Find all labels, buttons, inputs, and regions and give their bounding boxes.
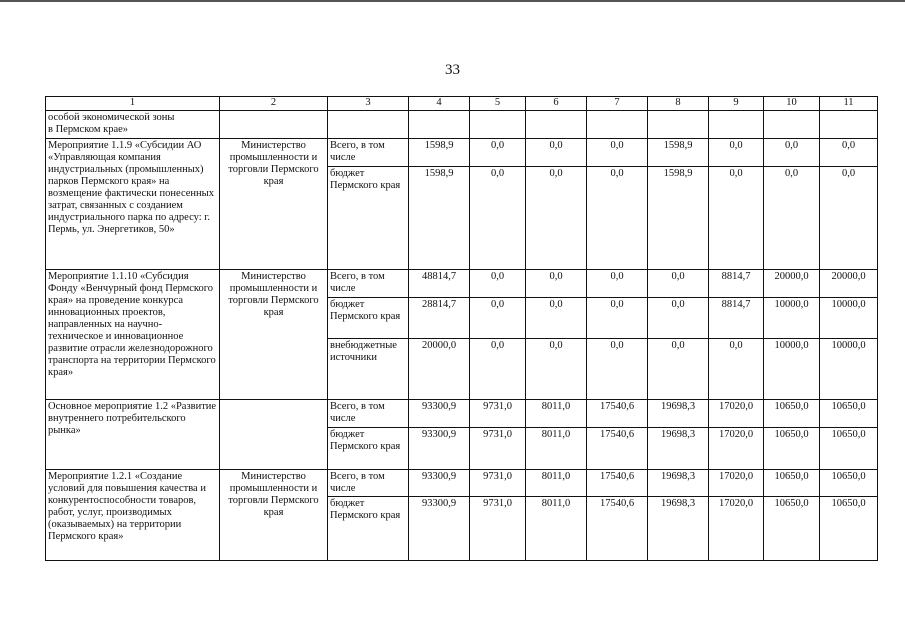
col-header: 9 [709,97,764,111]
activity-name: Мероприятие 1.1.9 «Субсидии АО «Управляющая компания индустриальных (промышленных) парков Пермского края» на возмещение фактически понесенных затрат, связанных с созданием индустриального парка по адресу: г. Пермь, ул. Энергетиков, 50» [46,139,220,270]
value-cell: 1598,9 [409,139,470,167]
value-cell: 17020,0 [709,497,764,561]
value-cell: 0,0 [526,167,587,270]
value-cell: 0,0 [587,167,648,270]
value-cell: 0,0 [820,167,878,270]
col-header: 5 [470,97,526,111]
value-cell: 1598,9 [409,167,470,270]
executor: Министерство промышленности и торговли Пермского края [220,270,328,400]
value-cell: 17020,0 [709,470,764,497]
funding-source: бюджет Пермского края [328,167,409,270]
value-cell: 93300,9 [409,400,470,428]
value-cell: 20000,0 [820,270,878,298]
value-cell: 8011,0 [526,497,587,561]
funding-source: Всего, в том числе [328,400,409,428]
table-row [46,270,878,298]
col-header: 6 [526,97,587,111]
table-row [46,139,878,167]
value-cell: 0,0 [470,167,526,270]
value-cell: 0,0 [587,270,648,298]
value-cell: 17020,0 [709,400,764,428]
col-header: 2 [220,97,328,111]
value-cell: 0,0 [709,339,764,400]
value-cell: 0,0 [820,139,878,167]
value-cell: 10650,0 [764,400,820,428]
activity-name: особой экономической зоны в Пермском крае» [46,111,220,139]
funding-source: бюджет Пермского края [328,497,409,561]
funding-source: внебюджетные источники [328,339,409,400]
value-cell: 9731,0 [470,497,526,561]
value-cell: 17540,6 [587,497,648,561]
value-cell: 8011,0 [526,428,587,470]
value-cell: 19698,3 [648,497,709,561]
value-cell: 0,0 [648,298,709,339]
budget-table [45,96,878,561]
executor: Министерство промышленности и торговли Пермского края [220,139,328,270]
col-header: 10 [764,97,820,111]
scan-edge-line [0,0,905,2]
value-cell: 9731,0 [470,400,526,428]
col-header: 4 [409,97,470,111]
value-cell: 10650,0 [764,497,820,561]
funding-source: Всего, в том числе [328,139,409,167]
table-row [46,111,878,139]
value-cell: 1598,9 [648,139,709,167]
col-header: 8 [648,97,709,111]
funding-source: Всего, в том числе [328,270,409,298]
value-cell: 0,0 [764,167,820,270]
value-cell: 10000,0 [764,298,820,339]
value-cell: 0,0 [764,139,820,167]
value-cell: 8814,7 [709,298,764,339]
activity-name: Мероприятие 1.1.10 «Субсидия Фонду «Венчурный фонд Пермского края» на проведение конкурса инновационных проектов, направленных на научно-техническое и инновационное развитие отрасли железнодорожного транспорта на территории Пермского края» [46,270,220,400]
value-cell: 17540,6 [587,400,648,428]
activity-name: Основное мероприятие 1.2 «Развитие внутреннего потребительского рынка» [46,400,220,470]
executor [220,400,328,470]
value-cell: 0,0 [470,298,526,339]
value-cell: 93300,9 [409,470,470,497]
value-cell: 0,0 [709,139,764,167]
value-cell: 20000,0 [409,339,470,400]
value-cell: 28814,7 [409,298,470,339]
value-cell: 93300,9 [409,497,470,561]
value-cell: 17540,6 [587,470,648,497]
value-cell: 0,0 [587,298,648,339]
col-header: 7 [587,97,648,111]
col-header: 1 [46,97,220,111]
funding-source: бюджет Пермского края [328,428,409,470]
activity-name: Мероприятие 1.2.1 «Создание условий для повышения качества и конкурентоспособности товаров, работ, услуг, производимых (оказываемых) на территории Пермского края» [46,470,220,561]
col-header: 3 [328,97,409,111]
value-cell: 0,0 [587,139,648,167]
value-cell: 0,0 [470,139,526,167]
value-cell: 0,0 [470,270,526,298]
value-cell: 17020,0 [709,428,764,470]
value-cell: 10650,0 [820,470,878,497]
value-cell: 0,0 [470,339,526,400]
value-cell: 10650,0 [820,428,878,470]
value-cell: 0,0 [709,167,764,270]
value-cell: 0,0 [526,139,587,167]
value-cell: 17540,6 [587,428,648,470]
value-cell: 0,0 [648,339,709,400]
value-cell: 10000,0 [820,339,878,400]
value-cell: 48814,7 [409,270,470,298]
value-cell: 9731,0 [470,428,526,470]
header-row [46,97,878,111]
funding-source: бюджет Пермского края [328,298,409,339]
value-cell: 19698,3 [648,470,709,497]
value-cell: 10650,0 [764,428,820,470]
table-row [46,400,878,428]
value-cell: 10650,0 [820,400,878,428]
value-cell: 0,0 [526,339,587,400]
value-cell: 19698,3 [648,400,709,428]
value-cell: 1598,9 [648,167,709,270]
value-cell: 8011,0 [526,400,587,428]
value-cell: 10650,0 [820,497,878,561]
value-cell: 10000,0 [764,339,820,400]
value-cell: 19698,3 [648,428,709,470]
value-cell: 93300,9 [409,428,470,470]
value-cell: 10000,0 [820,298,878,339]
value-cell: 0,0 [526,298,587,339]
value-cell: 0,0 [526,270,587,298]
value-cell: 0,0 [648,270,709,298]
value-cell: 9731,0 [470,470,526,497]
value-cell: 10650,0 [764,470,820,497]
value-cell: 8814,7 [709,270,764,298]
executor: Министерство промышленности и торговли Пермского края [220,470,328,561]
page-number: 33 [445,62,460,78]
table-row [46,470,878,497]
funding-source: Всего, в том числе [328,470,409,497]
value-cell: 0,0 [587,339,648,400]
value-cell: 20000,0 [764,270,820,298]
value-cell: 8011,0 [526,470,587,497]
col-header: 11 [820,97,878,111]
